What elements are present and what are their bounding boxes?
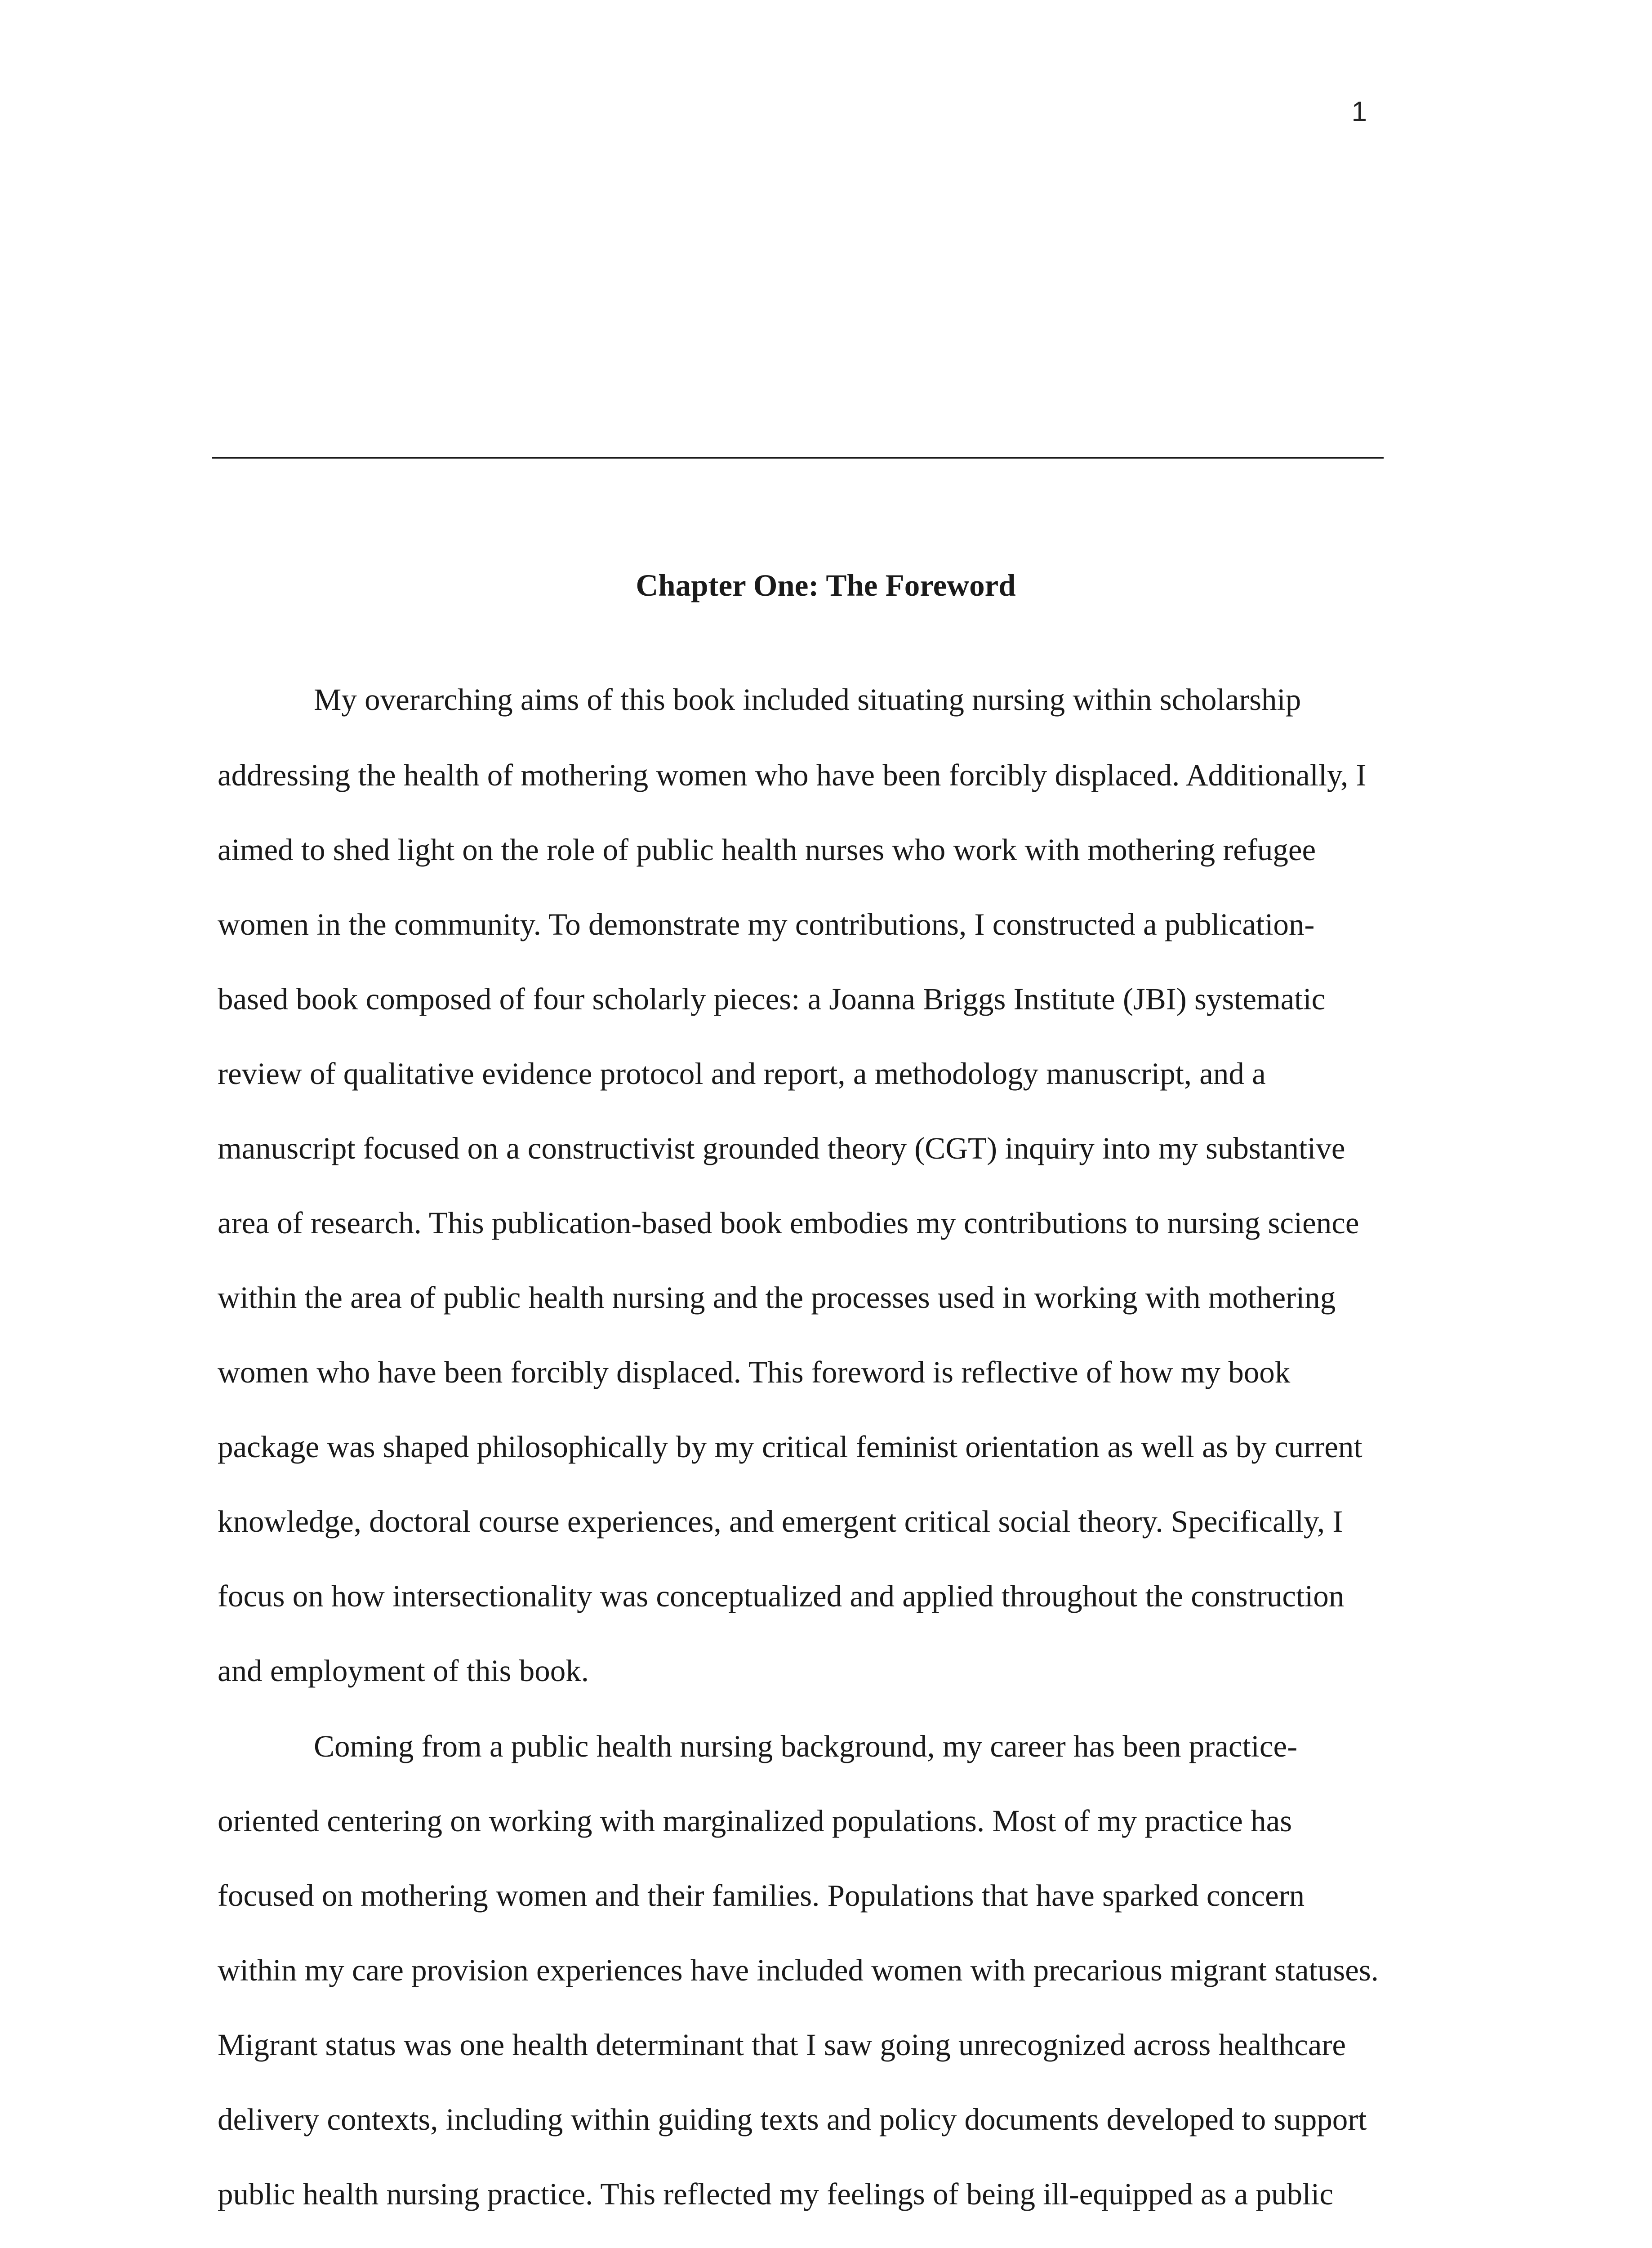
body-text-line: public health nursing practice. This reflected my feelings of being ill-equipped as a public (218, 2177, 1333, 2211)
body-text-line: My overarching aims of this book included situating nursing within scholarship (314, 682, 1301, 717)
body-text-line: Migrant status was one health determinant that I saw going unrecognized across healthcare (218, 2028, 1346, 2062)
body-text-line: package was shaped philosophically by my critical feminist orientation as well as by current (218, 1430, 1363, 1464)
body-text-line: oriented centering on working with marginalized populations. Most of my practice has (218, 1804, 1292, 1838)
page-number: 1 (1351, 96, 1367, 127)
chapter-title: Chapter One: The Foreword (636, 568, 1016, 602)
body-text-line: area of research. This publication-based book embodies my contributions to nursing science (218, 1206, 1359, 1240)
body-text-line: addressing the health of mothering women who have been forcibly displaced. Additionally, I (218, 758, 1367, 792)
body-text-line: within my care provision experiences have included women with precarious migrant statuses. (218, 1953, 1379, 1987)
body-text-line: focused on mothering women and their families. Populations that have sparked concern (218, 1878, 1305, 1913)
body-text-line: Coming from a public health nursing background, my career has been practice- (314, 1729, 1298, 1763)
body-text-line: women who have been forcibly displaced. This foreword is reflective of how my book (218, 1355, 1291, 1389)
body-text-line: within the area of public health nursing and the processes used in working with mothering (218, 1280, 1336, 1315)
body-text-line: focus on how intersectionality was conceptualized and applied throughout the construction (218, 1579, 1345, 1613)
body-text-line: manuscript focused on a constructivist grounded theory (CGT) inquiry into my substantive (218, 1131, 1345, 1165)
body-text-line: delivery contexts, including within guiding texts and policy documents developed to support (218, 2102, 1367, 2136)
body-text-line: knowledge, doctoral course experiences, and emergent critical social theory. Specifically, I (218, 1504, 1343, 1539)
body-text-line: women in the community. To demonstrate my contributions, I constructed a publication- (218, 907, 1315, 941)
body-text-line: and employment of this book. (218, 1654, 589, 1688)
body-text-line: review of qualitative evidence protocol and report, a methodology manuscript, and a (218, 1057, 1266, 1091)
body-text-line: aimed to shed light on the role of public health nurses who work with mothering refugee (218, 833, 1316, 867)
header-rule (212, 457, 1384, 459)
body-text-line: based book composed of four scholarly pieces: a Joanna Briggs Institute (JBI) systematic (218, 982, 1326, 1016)
